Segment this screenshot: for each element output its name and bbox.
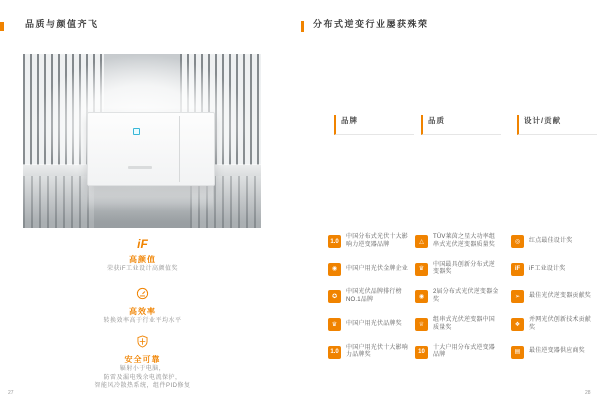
award-item (511, 338, 596, 366)
device-brand-logo-icon (133, 128, 140, 135)
inverter-device (87, 112, 215, 186)
column-header: 品牌 (334, 115, 414, 135)
left-title-accent-bar (0, 22, 4, 31)
feature-appearance (40, 238, 245, 274)
gauge-icon (40, 287, 245, 303)
awards-list-brand (328, 228, 413, 366)
feature-heading: 高颜值 (129, 255, 156, 264)
trophy-icon: ♛ (328, 318, 341, 331)
inverter-hero-image (23, 54, 261, 228)
feature-safety (40, 335, 245, 391)
award-text: 中国光伏品牌排行榜NO.1品牌 (346, 289, 402, 303)
award-item (415, 311, 500, 339)
right-page-number: 28 (585, 390, 591, 396)
medal-icon: ◉ (328, 263, 341, 276)
award-item (328, 311, 413, 339)
award-text: 中国户用光伏十大影响力品牌奖 (346, 344, 409, 359)
awards-column-quality (421, 115, 506, 135)
awards-list-design (511, 228, 596, 366)
top10-badge-icon: 1.0 (328, 346, 341, 359)
award-text: 组串式光伏逆变器中国质量奖 (433, 317, 496, 331)
award-item (511, 311, 596, 339)
tuv-triangle-icon: △ (415, 235, 428, 248)
award-item (328, 228, 413, 256)
award-text: 红点最佳设计奖 (529, 238, 573, 245)
award-text: 2届分布式光伏逆变器金奖 (433, 289, 499, 303)
medal-icon: ◉ (415, 290, 428, 303)
if-logo-icon: iF (511, 263, 524, 276)
shield-icon (40, 335, 245, 351)
award-item (511, 228, 596, 256)
award-text: 中国户用光伏品牌奖 (346, 320, 402, 327)
feature-description: 荣获iF工业设计高颜值奖 (107, 266, 178, 272)
award-text: 中国最具创新分布式逆变器奖 (433, 261, 496, 276)
feature-description: 智能风冷散热系统，组件PID修复 (94, 383, 191, 389)
award-item (415, 256, 500, 284)
left-page-number: 27 (8, 390, 14, 396)
award-text: 最佳逆变器供应商奖 (529, 348, 585, 355)
award-item (328, 338, 413, 366)
award-text: 最佳光伏逆变器贡献奖 (529, 293, 592, 300)
right-title-accent-bar (301, 21, 304, 32)
top10-badge-icon: 1.0 (328, 235, 341, 248)
feature-description: 防雷及漏电残余电流保护， (103, 374, 182, 381)
award-text: 中国户用光伏金牌企业 (346, 265, 409, 272)
reddot-circle-icon: ◎ (511, 235, 524, 248)
device-label (128, 166, 152, 169)
right-page-title: 分布式逆变行业屡获殊荣 (313, 19, 429, 29)
award-text: iF工业设计奖 (529, 265, 566, 272)
if-logo-icon: iF (137, 237, 148, 251)
awards-column-brand (334, 115, 419, 135)
award-text: 并网光伏创新技术贡献奖 (529, 317, 592, 331)
cup-icon: ♕ (415, 318, 428, 331)
award-item (328, 283, 413, 311)
award-item (511, 256, 596, 284)
feature-efficiency (40, 287, 245, 326)
certificate-book-icon: ▤ (511, 346, 524, 359)
rosette-badge-icon: ✪ (328, 290, 341, 303)
awards-column-design (517, 115, 600, 135)
column-header: 品质 (421, 115, 501, 135)
feature-description: 辐射小于电脑， (119, 366, 166, 372)
device-panel-seam (179, 116, 180, 182)
feature-description: 转换效率高于行业平均水平 (103, 318, 182, 324)
floor-reflection-left (23, 176, 94, 228)
award-item (511, 283, 596, 311)
device-reflection (87, 185, 213, 211)
left-page-title: 品质与颜值齐飞 (25, 19, 99, 29)
awards-list-quality (415, 228, 500, 366)
award-item (415, 283, 500, 311)
award-item (415, 228, 500, 256)
arrow-icon: ➢ (511, 290, 524, 303)
top10-number-icon: 10 (415, 346, 428, 359)
column-header: 设计/贡献 (517, 115, 597, 135)
award-item (328, 256, 413, 284)
ribbon-medal-icon: ❖ (511, 318, 524, 331)
trophy-icon: ♛ (415, 263, 428, 276)
award-item (415, 338, 500, 366)
award-text: TÜV莱茵之星大功率组串式光伏逆变器质量奖 (433, 234, 496, 248)
award-text: 十大户用分布式逆变器品牌 (433, 344, 496, 359)
feature-heading: 高效率 (129, 307, 156, 316)
award-text: 中国分布式光伏十大影响力逆变器品牌 (346, 234, 409, 248)
feature-heading: 安全可靠 (124, 355, 161, 364)
